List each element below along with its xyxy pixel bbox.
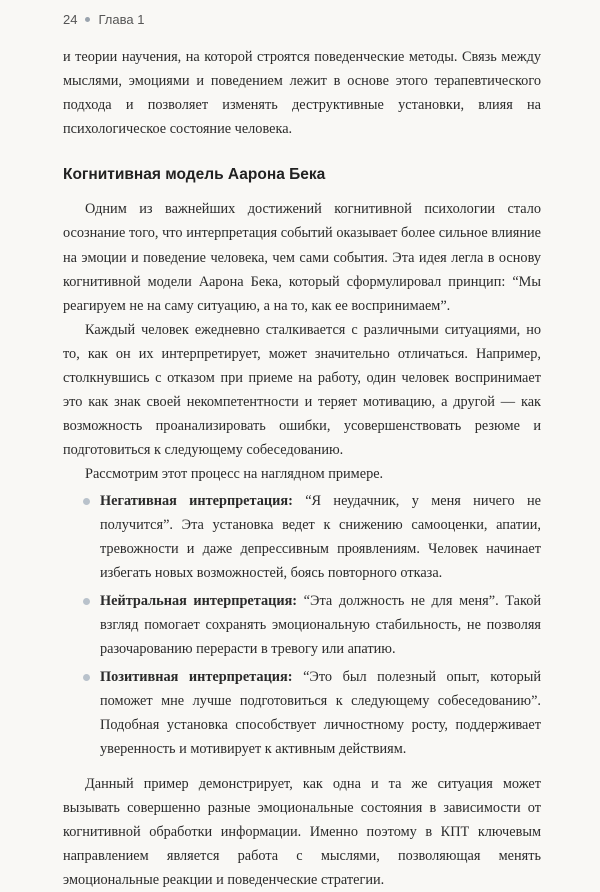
- list-item: [63, 589, 541, 661]
- bullet-icon: [83, 498, 90, 505]
- bullet-icon: [83, 674, 90, 681]
- list-item: [63, 665, 541, 761]
- page-number: 24: [63, 12, 78, 27]
- list-item: [63, 489, 541, 585]
- list-item-term: Негативная интерпретация:: [100, 492, 293, 509]
- list-item-term: Позитивная интерпретация:: [100, 669, 293, 686]
- list-item-text: “Я неудачник, у меня ничего не получится”. Эта установка ведет к снижению самооценки, апатии, тревожности и даже депрессивным проявлениям. Человек начинает избегать новых возможностей, боясь повторного отказа.: [100, 492, 541, 581]
- bullet-separator-icon: [85, 17, 90, 22]
- interpretation-list: [63, 489, 541, 762]
- list-item-text: “Это был полезный опыт, который поможет мне лучше подготовиться к следующему собеседованию”. Подобная установка способствует личностному росту, поддерживает уверенность и мотивирует к активным действиям.: [100, 669, 541, 758]
- paragraph: Данный пример демонстрирует, как одна и та же ситуация может вызывать совершенно разные эмоциональные состояния в зависимости от когнитивной обработки информации. Именно поэтому в КПТ ключевым направлением является работа с мыслями, позволяющая менять эмоциональные реакции и поведенческие стратегии.: [63, 775, 541, 888]
- paragraph: Каждый человек ежедневно сталкивается с различными ситуациями, но то, как он их интерпретирует, может значительно отличаться. Например, столкнувшись с отказом при приеме на работу, один человек воспринимает это как знак своей некомпетентности и теряет мотивацию, а другой — как возможность проанализировать ошибки, усовершенствовать резюме и подготовиться к следующему собеседованию.: [63, 321, 541, 459]
- paragraph: Рассмотрим этот процесс на наглядном примере.: [85, 466, 384, 483]
- list-item-text: “Эта должность не для меня”. Такой взгляд помогает сохранять эмоциональную стабильность, не позволяя разочарованию перерасти в тревогу или апатию.: [100, 592, 541, 658]
- list-item-term: Нейтральная интерпретация:: [100, 592, 298, 609]
- bullet-icon: [83, 598, 90, 605]
- page-body: [63, 45, 541, 892]
- chapter-title: Глава 1: [98, 12, 145, 27]
- intro-paragraph: и теории научения, на которой строятся поведенческие методы. Связь между мыслями, эмоциями и поведением лежит в основе этого терапевтического подхода и позволяет изменять деструктивные установки, влияя на психологическое состояние человека.: [63, 49, 541, 138]
- running-header: [63, 12, 144, 27]
- section-title: Когнитивная модель Аарона Бека: [63, 166, 326, 184]
- paragraph: Одним из важнейших достижений когнитивной психологии стало осознание того, что интерпретация событий оказывает более сильное влияние на эмоции и поведение человека, чем сами события. Эта идея легла в основу когнитивной модели Аарона Бека, который сформулировал принцип: “Мы реагируем не на саму ситуацию, а на то, как ее воспринимаем”.: [63, 201, 541, 314]
